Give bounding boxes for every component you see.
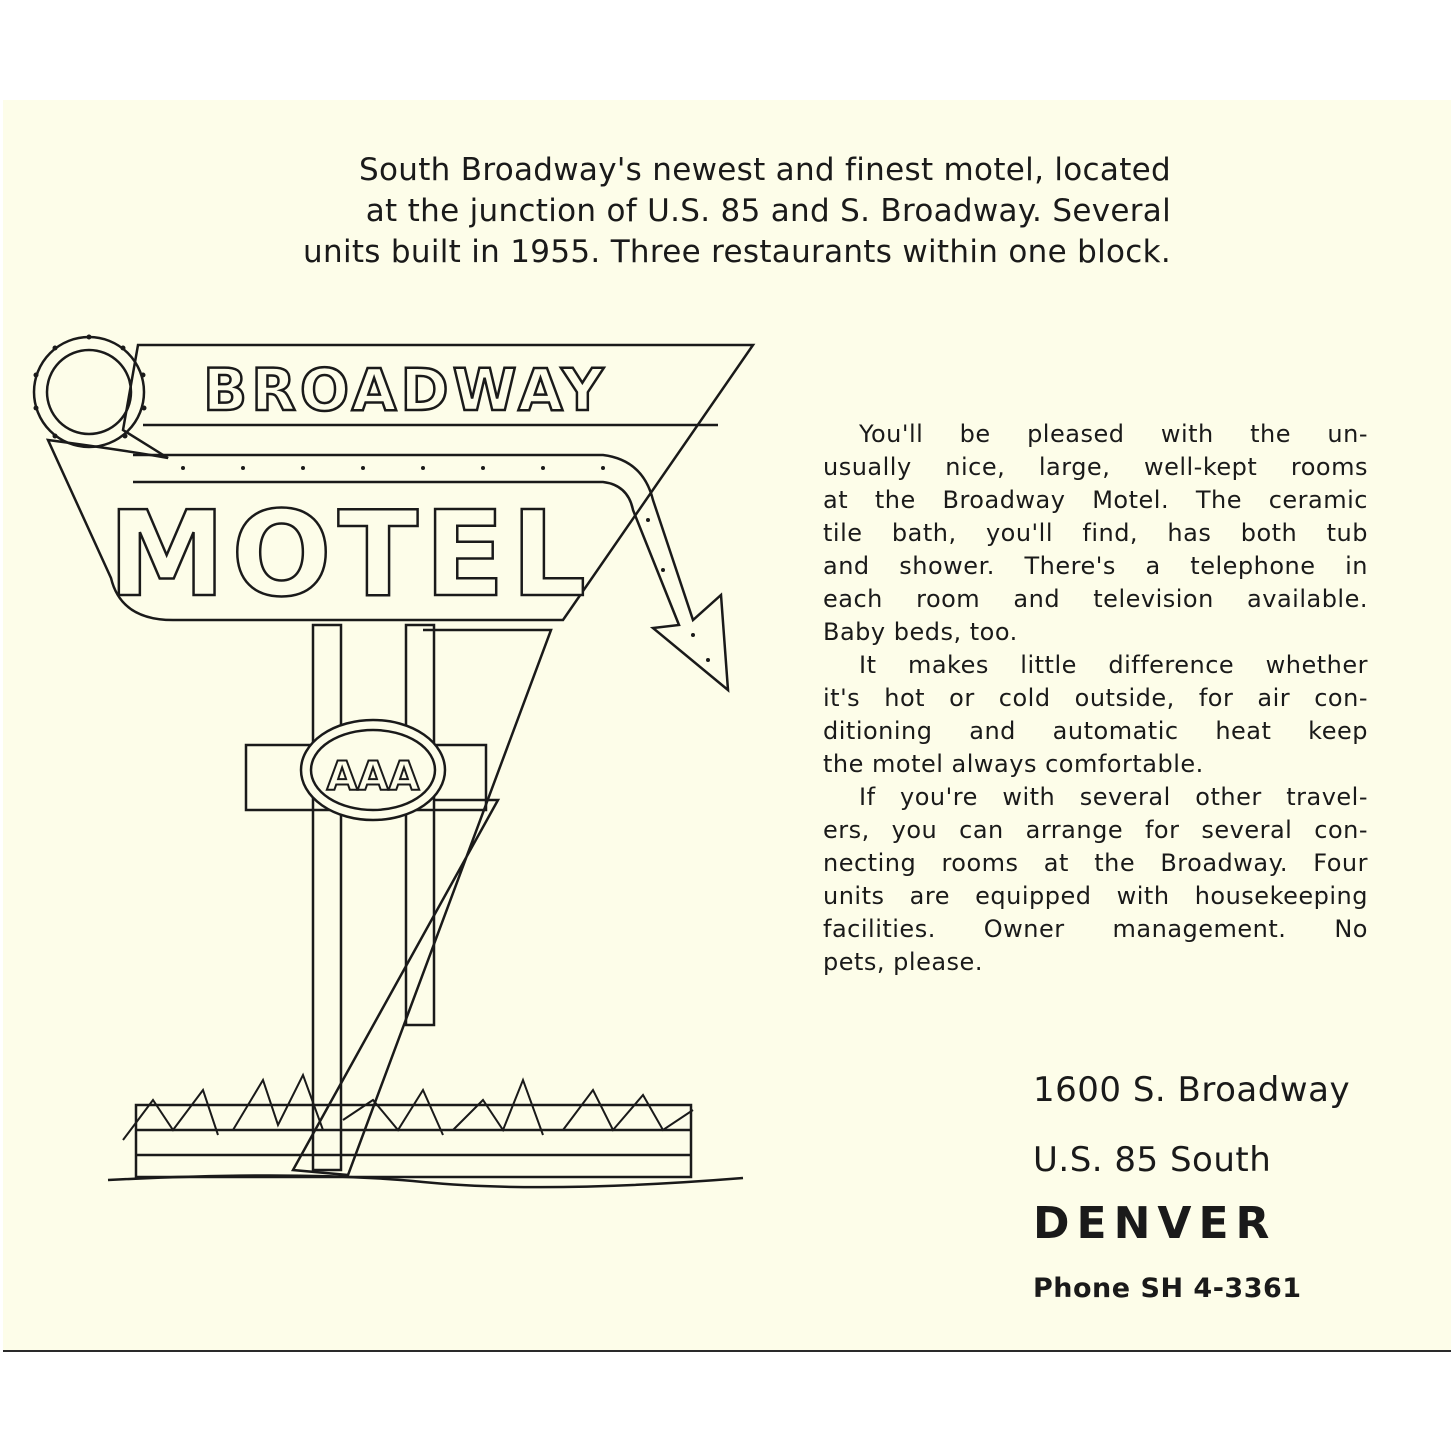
brochure-card (3, 100, 1451, 1352)
sign-main-word: MOTEL (108, 485, 593, 623)
sign-top-word: BROADWAY (203, 356, 608, 424)
highway-address: U.S. 85 South (1033, 1140, 1272, 1180)
body-line: the motel always comfortable. (823, 750, 1204, 778)
body-line: at the Broadway Motel. The ceramic (823, 486, 1368, 514)
intro-line: South Broadway's newest and finest motel, located (359, 152, 1171, 188)
intro-line: at the junction of U.S. 85 and S. Broadway. Several (365, 193, 1171, 229)
sign-circle-ornament (34, 337, 144, 447)
body-line: facilities. Owner management. No (823, 915, 1368, 943)
sign-post-left (313, 625, 341, 1170)
planter-box (136, 1105, 691, 1177)
body-line: ditioning and automatic heat keep (823, 717, 1368, 745)
body-line: and shower. There's a telephone in (823, 552, 1368, 580)
intro-line: units built in 1955. Three restaurants within one block. (303, 234, 1171, 270)
motel-sign-illustration (3, 100, 763, 1320)
body-line: units are equipped with housekeeping (823, 882, 1368, 910)
body-paragraph (823, 418, 1368, 979)
sign-post-right (406, 625, 434, 1025)
body-line: usually nice, large, well-kept rooms (823, 453, 1368, 481)
body-line: If you're with several other travel- (859, 783, 1368, 811)
body-line: necting rooms at the Broadway. Four (823, 849, 1368, 877)
body-line: tile bath, you'll find, has both tub (823, 519, 1368, 547)
body-line: it's hot or cold outside, for air con- (823, 684, 1368, 712)
body-line: pets, please. (823, 948, 983, 976)
body-line: Baby beds, too. (823, 618, 1018, 646)
body-line: You'll be pleased with the un- (859, 420, 1368, 448)
body-line: It makes little difference whether (859, 651, 1368, 679)
aaa-badge-text: AAA (326, 754, 420, 800)
body-line: ers, you can arrange for several con- (823, 816, 1368, 844)
city-name: DENVER (1033, 1198, 1277, 1249)
street-address: 1600 S. Broadway (1033, 1070, 1351, 1110)
phone-number: Phone SH 4-3361 (1033, 1273, 1302, 1304)
body-line: each room and television available. (823, 585, 1368, 613)
